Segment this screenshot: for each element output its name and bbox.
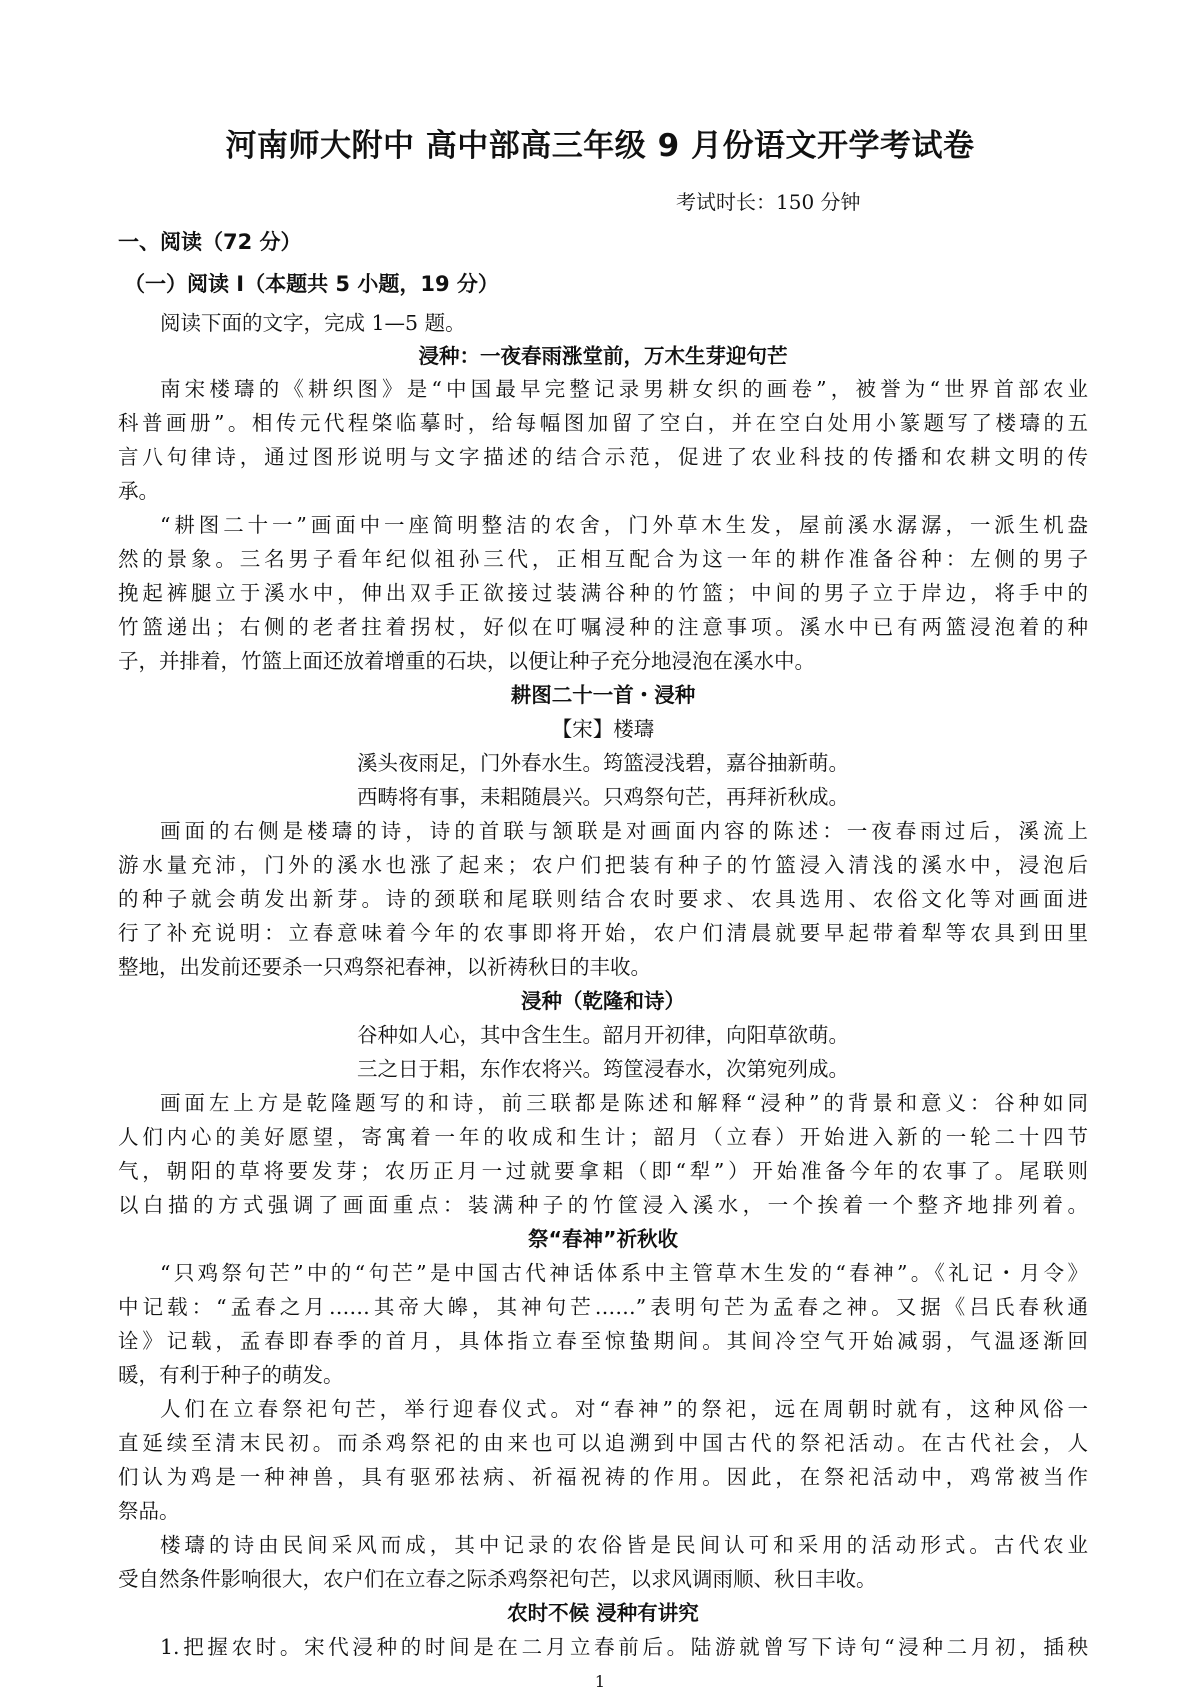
- poem-title: 耕图二十一首・浸种: [510, 683, 696, 707]
- exam-title: 河南师大附中 高中部高三年级 9 月份语文开学考试卷: [225, 128, 975, 164]
- paragraph-line: 游水量充沛，门外的溪水也涨了起来；农户们把装有种子的竹篮浸入清浅的溪水中，浸泡后: [118, 853, 1088, 877]
- poem-line: 溪头夜雨足，门外春水生。筠篮浸浅碧，嘉谷抽新萌。: [357, 751, 849, 775]
- paragraph-line: 气，朝阳的草将要发芽；农历正月一过就要拿耜（即“犁”）开始准备今年的农事了。尾联则: [118, 1159, 1088, 1183]
- paragraph-line: 楼璹的诗由民间采风而成，其中记录的农俗皆是民间认可和采用的活动形式。古代农业: [160, 1533, 1088, 1557]
- paragraph-line: 人们在立春祭祀句芒，举行迎春仪式。对“春神”的祭祀，远在周朝时就有，这种风俗一: [160, 1397, 1088, 1421]
- paragraph-line: 画面左上方是乾隆题写的和诗，前三联都是陈述和解释“浸种”的背景和意义：谷种如同: [160, 1091, 1088, 1115]
- paragraph-line: “耕图二十一”画面中一座简明整洁的农舍，门外草木生发，屋前溪水潺潺，一派生机盎: [160, 513, 1088, 537]
- paragraph-line: 受自然条件影响很大，农户们在立春之际杀鸡祭祀句芒，以求风调雨顺、秋日丰收。: [118, 1567, 877, 1591]
- paragraph-line: 竹篮递出；右侧的老者拄着拐杖，好似在叮嘱浸种的注意事项。溪水中已有两篮浸泡着的种: [118, 615, 1088, 639]
- instruction-line: 阅读下面的文字，完成 1—5 题。: [160, 311, 466, 335]
- poem-line: 三之日于耜，东作农将兴。筠筐浸春水，次第宛列成。: [357, 1057, 849, 1081]
- paragraph-line: 的种子就会萌发出新芽。诗的颈联和尾联则结合农时要求、农具选用、农俗文化等对画面进: [118, 887, 1088, 911]
- paragraph-line: 祭品。: [118, 1499, 180, 1523]
- paragraph-line: 暖，有利于种子的萌发。: [118, 1363, 344, 1387]
- paragraph-line: 然的景象。三名男子看年纪似祖孙三代，正相互配合为这一年的耕作准备谷种：左侧的男子: [118, 547, 1088, 571]
- paragraph-line: 们认为鸡是一种神兽，具有驱邪祛病、祈福祝祷的作用。因此，在祭祀活动中，鸡常被当作: [118, 1465, 1088, 1489]
- page-number: 1: [594, 1672, 606, 1691]
- section-subtitle: 祭“春神”祈秋收: [528, 1227, 678, 1251]
- paragraph-line: 以白描的方式强调了画面重点：装满种子的竹筐浸入溪水，一个挨着一个整齐地排列着。: [118, 1193, 1088, 1217]
- paragraph-line: 直延续至清末民初。而杀鸡祭祀的由来也可以追溯到中国古代的祭祀活动。在古代社会，人: [118, 1431, 1088, 1455]
- article-title: 浸种：一夜春雨涨堂前，万木生芽迎句芒: [418, 344, 788, 368]
- section-subtitle: 农时不候 浸种有讲究: [507, 1601, 699, 1625]
- paragraph-line: 诠》记载，孟春即春季的首月，具体指立春至惊蛰期间。其间冷空气开始减弱，气温逐渐回: [118, 1329, 1088, 1353]
- poem-author: 【宋】楼璹: [551, 717, 655, 741]
- subsection-heading: （一）阅读 I（本题共 5 小题，19 分）: [124, 272, 499, 296]
- poem-line: 谷种如人心，其中含生生。韶月开初律，向阳草欲萌。: [357, 1023, 849, 1047]
- paragraph-line: 科普画册”。相传元代程棨临摹时，给每幅图加留了空白，并在空白处用小篆题写了楼璹的五: [118, 411, 1088, 435]
- paragraph-line: 挽起裤腿立于溪水中，伸出双手正欲接过装满谷种的竹篮；中间的男子立于岸边，将手中的: [118, 581, 1088, 605]
- section-heading: 一、阅读（72 分）: [118, 230, 302, 254]
- paragraph-line: 1.把握农时。宋代浸种的时间是在二月立春前后。陆游就曾写下诗句“浸种二月初，插秧: [160, 1635, 1088, 1659]
- paragraph-line: 承。: [118, 479, 159, 503]
- paragraph-line: 画面的右侧是楼璹的诗，诗的首联与颔联是对画面内容的陈述：一夜春雨过后，溪流上: [160, 819, 1088, 843]
- paragraph-line: 人们内心的美好愿望，寄寓着一年的收成和生计；韶月（立春）开始进入新的一轮二十四节: [118, 1125, 1088, 1149]
- paragraph-line: 子，并排着，竹篮上面还放着增重的石块，以便让种子充分地浸泡在溪水中。: [118, 649, 815, 673]
- paragraph-line: 整地，出发前还要杀一只鸡祭祀春神，以祈祷秋日的丰收。: [118, 955, 651, 979]
- paragraph-line: “只鸡祭句芒”中的“句芒”是中国古代神话体系中主管草木生发的“春神”。《礼记・月令》: [160, 1261, 1088, 1285]
- paragraph-line: 行了补充说明：立春意味着今年的农事即将开始，农户们清晨就要早起带着犁等农具到田里: [118, 921, 1088, 945]
- paragraph-line: 言八句律诗，通过图形说明与文字描述的结合示范，促进了农业科技的传播和农耕文明的传: [118, 445, 1088, 469]
- poem-line: 西畴将有事，耒耜随晨兴。只鸡祭句芒，再拜祈秋成。: [357, 785, 849, 809]
- poem-title: 浸种（乾隆和诗）: [521, 989, 685, 1013]
- paragraph-line: 中记载：“孟春之月……其帝大皞，其神句芒……”表明句芒为孟春之神。又据《吕氏春秋通: [118, 1295, 1088, 1319]
- paragraph-line: 南宋楼璹的《耕织图》是“中国最早完整记录男耕女织的画卷”，被誉为“世界首部农业: [160, 377, 1088, 401]
- exam-duration: 考试时长：150 分钟: [676, 190, 861, 214]
